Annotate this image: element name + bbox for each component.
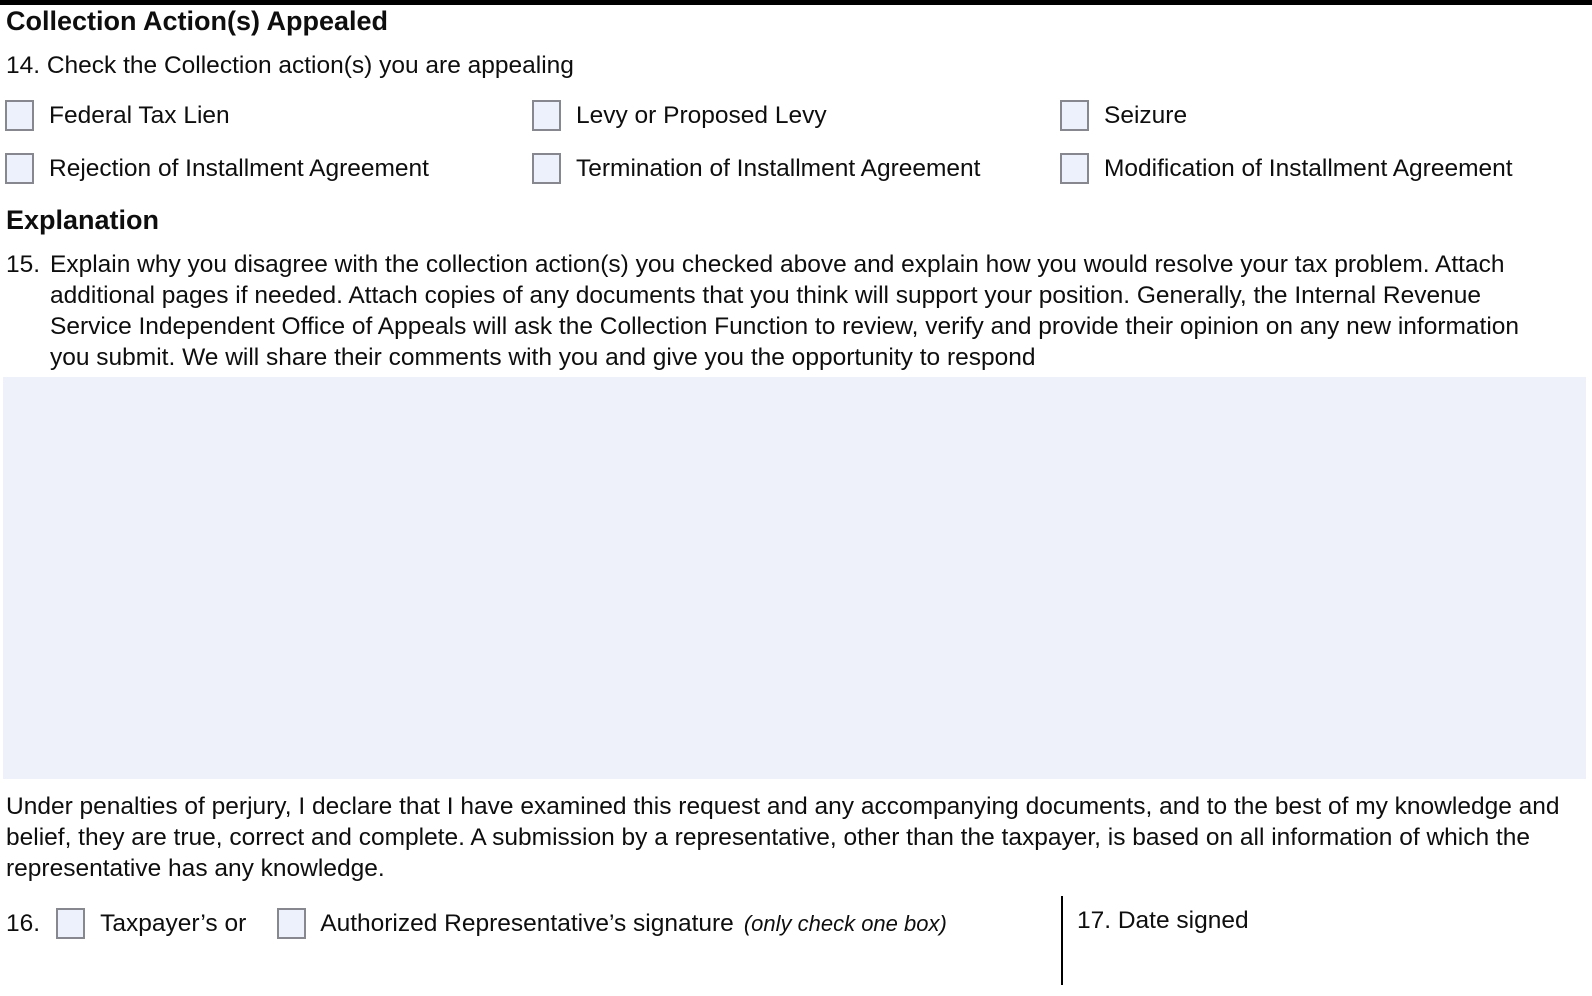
checkbox-termination-of-installment-agreement[interactable]: [532, 153, 561, 184]
item-number-16: 16.: [6, 909, 41, 937]
checkbox-modification-of-installment-agreement[interactable]: [1060, 153, 1089, 184]
checkbox-federal-tax-lien[interactable]: [5, 100, 34, 131]
collection-option: [1060, 152, 1513, 184]
checkbox-levy-or-proposed-levy[interactable]: [532, 100, 561, 131]
section-title-collection-actions: Collection Action(s) Appealed: [6, 6, 389, 36]
option-label: Modification of Installment Agreement: [1104, 154, 1513, 182]
option-label: Federal Tax Lien: [49, 101, 230, 129]
option-label: Rejection of Installment Agreement: [49, 154, 429, 182]
question-14-label: 14. Check the Collection action(s) you are appealing: [6, 52, 574, 79]
date-signed-label: 17. Date signed: [1077, 907, 1249, 934]
collection-option: [532, 152, 980, 184]
checkbox-taxpayer-signature[interactable]: [56, 908, 85, 939]
item-number-15: 15.: [6, 251, 41, 278]
section-title-explanation: Explanation: [6, 205, 160, 235]
collection-option: [532, 99, 827, 131]
collection-option: [1060, 99, 1187, 131]
collection-option: [5, 99, 230, 131]
explanation-textarea[interactable]: [3, 377, 1586, 779]
signature-cell: [6, 905, 947, 941]
checkbox-seizure[interactable]: [1060, 100, 1089, 131]
option-label: Levy or Proposed Levy: [576, 101, 827, 129]
taxpayer-signature-label: Taxpayer’s or: [100, 909, 247, 937]
checkbox-rejection-of-installment-agreement[interactable]: [5, 153, 34, 184]
option-label: Termination of Installment Agreement: [576, 154, 981, 182]
option-label: Seizure: [1104, 101, 1188, 129]
perjury-declaration: Under penalties of perjury, I declare that I have examined this request and any accompanying documents, and to the best of my knowledge and belief, they are true, correct and complete. A submission by a representative, other than the taxpayer, is based on all information of which the representative has any knowledge.: [6, 793, 1560, 882]
signature-note: (only check one box): [743, 910, 947, 936]
question-15-text: Explain why you disagree with the collection action(s) you checked above and explain how you would resolve your tax problem. Attach additional pages if needed. Attach copies of any documents that you think will support your position. Generally, the Internal Revenue Service Independent Office of Appeals will ask the Collection Function to review, verify and provide their opinion on any new information you submit. We will share their comments with you and give you the opportunity to respond: [50, 251, 1520, 371]
question-15-instructions: [6, 249, 1558, 373]
checkbox-authorized-representative-signature[interactable]: [277, 908, 306, 939]
signature-date-divider: [1061, 896, 1063, 985]
collection-option: [5, 152, 429, 184]
representative-signature-label: Authorized Representative’s signature: [320, 909, 734, 937]
rule-bottom: [0, 0, 1592, 5]
